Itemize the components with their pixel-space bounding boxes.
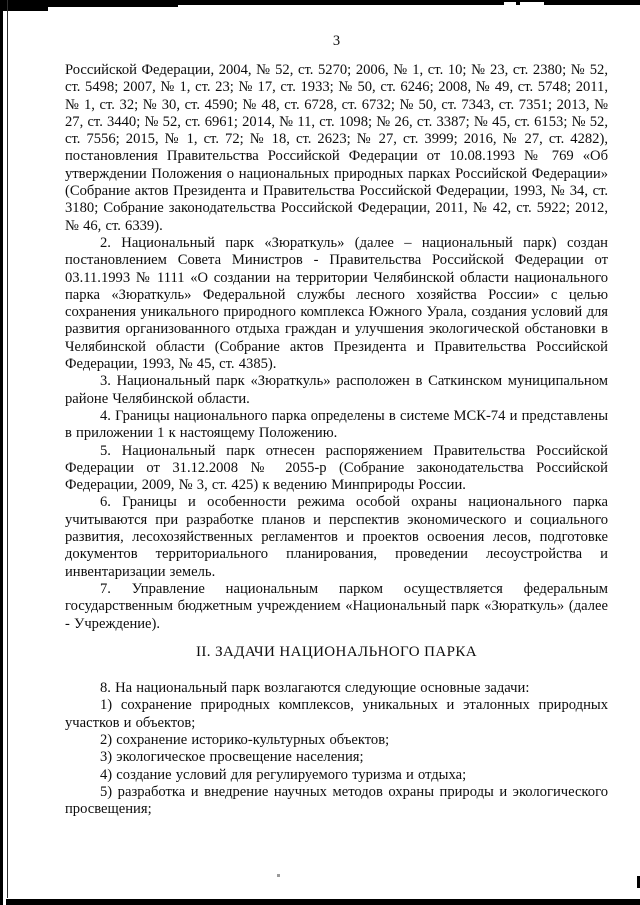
scan-edge-left-bar [0, 0, 3, 905]
document-paragraph: 1) сохранение природных комплексов, уникальных и эталонных природных участков и объектов; [65, 697, 608, 731]
document-paragraph: 2. Национальный парк «Зюраткуль» (далее – национальный парк) создан постановлением Совета Министров - Правительства Российской Федерации от 03.11.1993 № 1111 «О создании на территории Челябинской области национального парка «Зюраткуль» Федеральной службы лесного хозяйства России» с целью сохранения уникального природного комплекса Южного Урала, создания условий для развития организованного отдыха граждан и улучшения экологической обстановки в Челябинской области (Собрание актов Президента и Правительства Российской Федерации, 1993, № 45, ст. 4385). [65, 234, 608, 373]
scan-edge-bottom-bar [6, 899, 640, 905]
document-paragraph: 4. Границы национального парка определены в системе МСК-74 и представлены в приложении 1 к настоящему Положению. [65, 407, 608, 442]
scan-edge-top-gap [504, 2, 544, 6]
page-number: 3 [332, 33, 341, 49]
document-paragraph: 7. Управление национальным парком осуществляется федеральным государственным бюджетным учреждением «Национальный парк «Зюраткуль» (далее - Учреждение). [65, 580, 608, 632]
document-paragraph: 4) создание условий для регулируемого туризма и отдыха; [100, 766, 467, 783]
document-paragraph: 6. Границы и особенности режима особой охраны национального парка учитываются при разработке планов и перспектив экономического и социального развития, лесохозяйственных регламентов и проектов освоения лесов, подготовке документов территориального планирования, проведении лесоустройства и инвентаризации земель. [65, 494, 608, 580]
document-paragraph: 5) разработка и внедрение научных методов охраны природы и экологического просвещения; [65, 783, 608, 818]
document-paragraph: 3. Национальный парк «Зюраткуль» расположен в Саткинском муниципальном районе Челябинской области. [65, 373, 608, 407]
document-paragraph: 3) экологическое просвещение населения; [100, 749, 364, 766]
page-edge-line [7, 0, 8, 898]
scan-edge-top-blob [48, 0, 178, 7]
document-text-body [65, 62, 608, 818]
section-heading: II. ЗАДАЧИ НАЦИОНАЛЬНОГО ПАРКА [196, 643, 477, 660]
scan-speck [516, 2, 520, 5]
scan-speck [277, 874, 280, 877]
document-paragraph: Российской Федерации, 2004, № 52, ст. 5270; 2006, № 1, ст. 10; № 23, ст. 2380; № 52, ст. 5498; 2007, № 1, ст. 23; № 17, ст. 1933; № 50, ст. 6246; 2008, № 49, ст. 5748; 2011, № 1, ст. 32; № 30, ст. 4590; № 48, ст. 6728, ст. 6732; № 50, ст. 7343, ст. 7351; 2013, № 27, ст. 3440; № 52, ст. 6961; 2014, № 11, ст. 1098; № 26, ст. 3387; № 45, ст. 6153; № 52, ст. 7556; 2015, № 1, ст. 72; № 18, ст. 2623; № 27, ст. 3999; 2016, № 27, ст. 4282), постановления Правительства Российской Федерации от 10.08.1993 № 769 «Об утверждении Положения о национальных природных парках Российской Федерации» (Собрание актов Президента и Правительства Российской Федерации, 1993, № 34, ст. 3180; Собрание законодательства Российской Федерации, 2011, № 42, ст. 5922; 2012, № 46, ст. 6339). [65, 62, 608, 234]
document-paragraph: 8. На национальный парк возлагаются следующие основные задачи: [100, 680, 530, 697]
document-paragraph: 2) сохранение историко-культурных объектов; [100, 731, 390, 748]
document-paragraph: 5. Национальный парк отнесен распоряжением Правительства Российской Федерации от 31.12.2008 № 2055-р (Собрание законодательства Российской Федерации, 2009, № 3, ст. 425) к ведению Минприроды России. [65, 442, 608, 494]
